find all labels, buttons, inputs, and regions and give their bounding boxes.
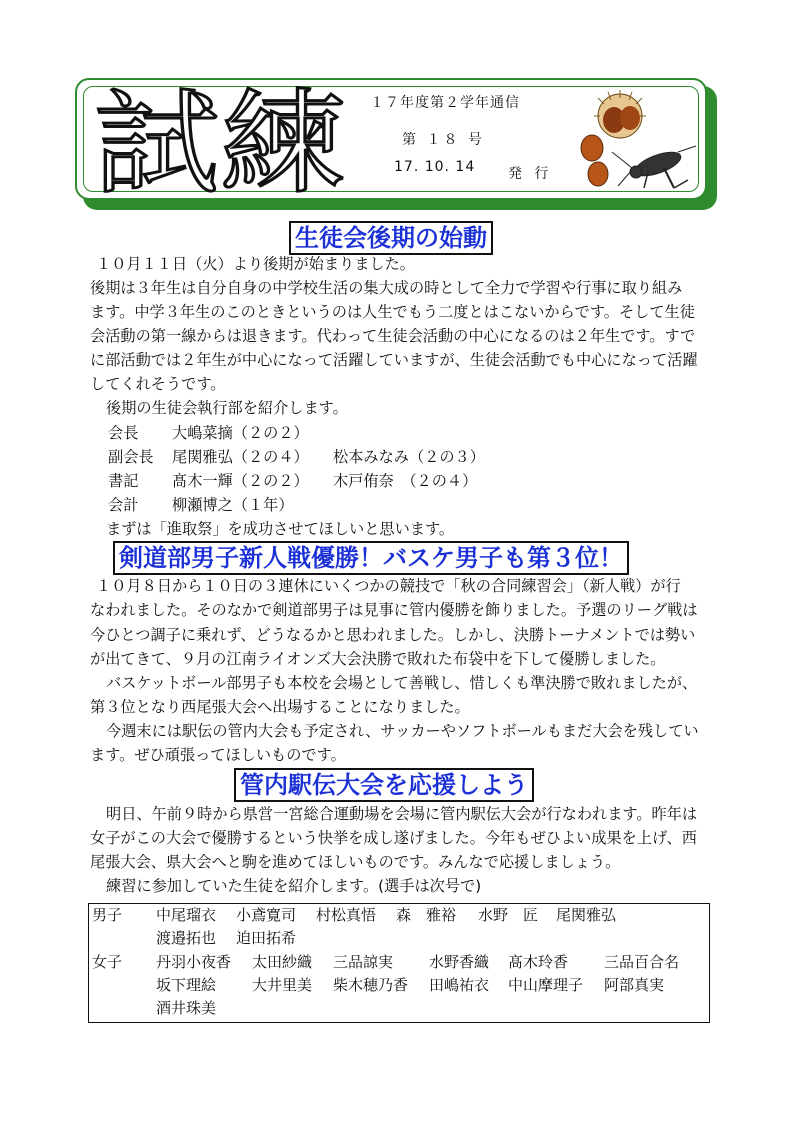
officer-role: 書記 xyxy=(108,472,139,490)
section2-line: が出てきて、９月の江南ライオンズ大会決勝で敗れた布袋中を下して優勝しました。 xyxy=(90,650,666,668)
section1-line: １０月１１日（火）より後期が始まりました。 xyxy=(96,255,415,273)
roster-name: 丹羽小夜香 xyxy=(156,953,232,971)
officer-name: 松本みなみ（２の３） xyxy=(333,448,485,466)
officer-name: 大嶋菜摘（２の２） xyxy=(172,424,309,442)
chestnut-burr-icon xyxy=(594,90,646,138)
roster-name: 柴木穂乃香 xyxy=(333,976,409,994)
newsletter-subtitle: １７年度第２学年通信 xyxy=(370,95,520,111)
section-title-kendo-victory: 剣道部男子新人戦優勝！バスケ男子も第３位！ xyxy=(113,541,629,575)
issue-number: 第 １８ 号 xyxy=(402,132,485,148)
logo-text: 試練 xyxy=(94,82,346,194)
section1-line: 後期の生徒会執行部を紹介します。 xyxy=(106,399,348,417)
roster-label-boys: 男子 xyxy=(92,906,123,924)
officer-role: 副会長 xyxy=(108,448,154,466)
section2-line: １０月８日から１０日の３連休にいくつかの競技で「秋の合同練習会」（新人戦）が行 xyxy=(96,577,681,595)
roster-name: 三品百合名 xyxy=(604,953,680,971)
officer-role: 会計 xyxy=(108,496,139,514)
roster-name: 森 雅裕 xyxy=(396,906,457,924)
section2-line: 今ひとつ調子に乗れず、どうなるかと思われました。しかし、決勝トーナメントでは勢い xyxy=(90,626,696,644)
roster-name: 尾関雅弘 xyxy=(556,906,617,924)
section2-line: なわれました。そのなかで剣道部男子は見事に管内優勝を飾りました。予選のリーグ戦は xyxy=(90,601,698,619)
roster-name: 大井里美 xyxy=(252,976,313,994)
section1-line: ます。中学３年生のこのときというのは人生でもう二度とはこないからです。そして生徒 xyxy=(90,303,695,321)
section1-closing: まずは「進取祭」を成功させてほしいと思います。 xyxy=(106,520,455,538)
officer-role: 会長 xyxy=(108,424,139,442)
roster-name: 田嶋祐衣 xyxy=(429,976,490,994)
roster-name: 三品諒実 xyxy=(333,953,394,971)
roster-name: 水野 匠 xyxy=(478,906,539,924)
roster-name: 髙木玲香 xyxy=(508,953,569,971)
section-title-student-council: 生徒会後期の始動 xyxy=(289,221,493,255)
roster-name: 小鳶寛司 xyxy=(236,906,297,924)
newsletter-logo xyxy=(92,82,352,194)
officer-name: 柳瀬博之（１年） xyxy=(172,496,294,514)
roster-name: 中尾瑠衣 xyxy=(156,906,217,924)
roster-name: 村松真悟 xyxy=(316,906,377,924)
section1-line: 後期は３年生は自分自身の中学校生活の集大成の時として全力で学習や行事に取り組み xyxy=(90,279,683,297)
section2-line: バスケットボール部男子も本校を会場として善戦し、惜しくも準決勝で敗れましたが、 xyxy=(106,674,698,692)
section2-line: ます。ぜひ頑張ってほしいものです。 xyxy=(90,746,346,764)
section2-line: 今週末には駅伝の管内大会も予定され、サッカーやソフトボールもまだ大会を残してい xyxy=(106,722,699,740)
officer-name: 髙木一輝（２の２） xyxy=(172,472,309,490)
roster-name: 酒井珠美 xyxy=(156,999,217,1017)
roster-label-girls: 女子 xyxy=(92,953,123,971)
issue-date: 17. 10. 14 xyxy=(394,159,476,175)
roster-name: 中山摩理子 xyxy=(508,976,584,994)
section2-line: 第３位となり西尾張大会へ出場することになりました。 xyxy=(90,698,470,716)
section1-line: 会活動の第一線からは退きます。代わって生徒会活動の中心になるのは２年生です。すで xyxy=(90,327,696,345)
roster-name: 水野香織 xyxy=(429,953,490,971)
section3-line: 練習に参加していた生徒を紹介します。(選手は次号で) xyxy=(106,877,482,895)
published-label: 発 行 xyxy=(508,166,553,182)
section1-line: してくれそうです。 xyxy=(90,375,226,393)
roster-name: 太田紗織 xyxy=(252,953,313,971)
officer-name: 尾関雅弘（２の４） xyxy=(172,448,309,466)
officer-name: 木戸侑奈 （２の４） xyxy=(333,472,478,490)
section3-line: 尾張大会、県大会へと駒を進めてほしいものです。みんなで応援しましょう。 xyxy=(90,853,621,871)
section-title-ekiden: 管内駅伝大会を応援しよう xyxy=(234,768,534,802)
section3-line: 明日、午前９時から県営一宮総合運動場を会場に管内駅伝大会が行なわれます。昨年は xyxy=(106,805,698,823)
chestnut-cricket-illustration xyxy=(578,88,700,192)
section1-line: に部活動では２年生が中心になって活躍していますが、生徒会活動でも中心になって活躍 xyxy=(90,351,698,369)
roster-name: 迫田拓希 xyxy=(236,929,297,947)
roster-name: 坂下理絵 xyxy=(156,976,217,994)
chestnut-icon xyxy=(581,135,608,186)
cricket-icon xyxy=(612,146,696,188)
roster-name: 渡邉拓也 xyxy=(156,929,217,947)
roster-name: 阿部真実 xyxy=(604,976,665,994)
section3-line: 女子がこの大会で優勝するという快挙を成し遂げました。今年もぜひよい成果を上げ、西 xyxy=(90,829,697,847)
